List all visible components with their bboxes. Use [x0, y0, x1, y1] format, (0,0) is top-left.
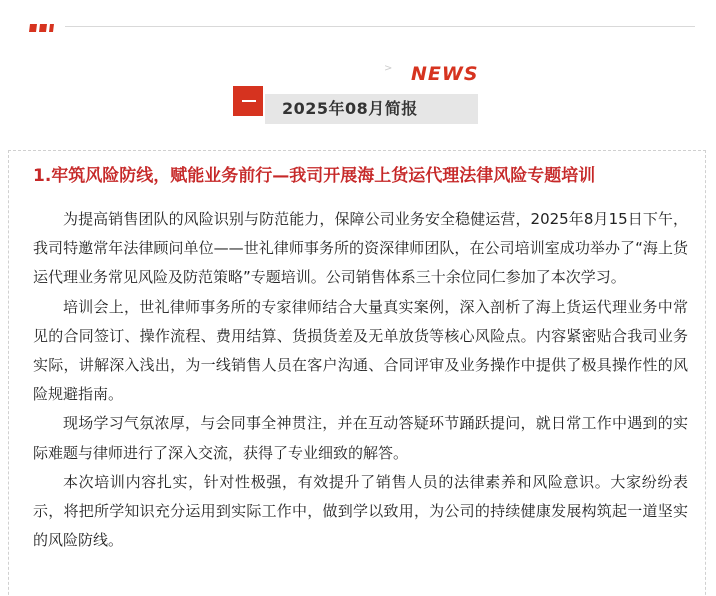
- article-paragraph: 培训会上，世礼律师事务所的专家律师结合大量真实案例，深入剖析了海上货运代理业务中常见的合同签订、操作流程、费用结算、货损货差及无单放货等核心风险点。内容紧密贴合我司业务实际，讲解深入浅出，为一线销售人员在客户沟通、合同评审及业务操作中提供了极具操作性的风险规避指南。: [33, 297, 688, 404]
- minus-icon: [242, 100, 256, 102]
- news-label: NEWS: [411, 63, 479, 85]
- chevron-right-icon: >: [384, 63, 393, 74]
- article-body: [33, 205, 688, 555]
- article-paragraph: 本次培训内容扎实，针对性极强，有效提升了销售人员的法律素养和风险意识。大家纷纷表示，将把所学知识充分运用到实际工作中，做到学以致用，为公司的持续健康发展构筑起一道坚实的风险防线。: [33, 472, 688, 550]
- page-title: 2025年08月简报: [282, 99, 418, 118]
- decorative-bars-icon: [29, 21, 59, 33]
- article-headline: 1.牢筑风险防线，赋能业务前行—我司开展海上货运代理法律风险专题培训: [33, 166, 596, 186]
- article-paragraph: 现场学习气氛浓厚，与会同事全神贯注，并在互动答疑环节踊跃提问，就日常工作中遇到的实际难题与律师进行了深入交流，获得了专业细致的解答。: [33, 414, 688, 462]
- header-divider: [65, 26, 695, 27]
- article-paragraph: 为提高销售团队的风险识别与防范能力，保障公司业务安全稳健运营，2025年8月15日下午，我司特邀常年法律顾问单位——世礼律师事务所的资深律师团队，在公司培训室成功举办了“海上货运代理业务常见风险及防范策略”专题培训。公司销售体系三十余位同仁参加了本次学习。: [33, 210, 688, 287]
